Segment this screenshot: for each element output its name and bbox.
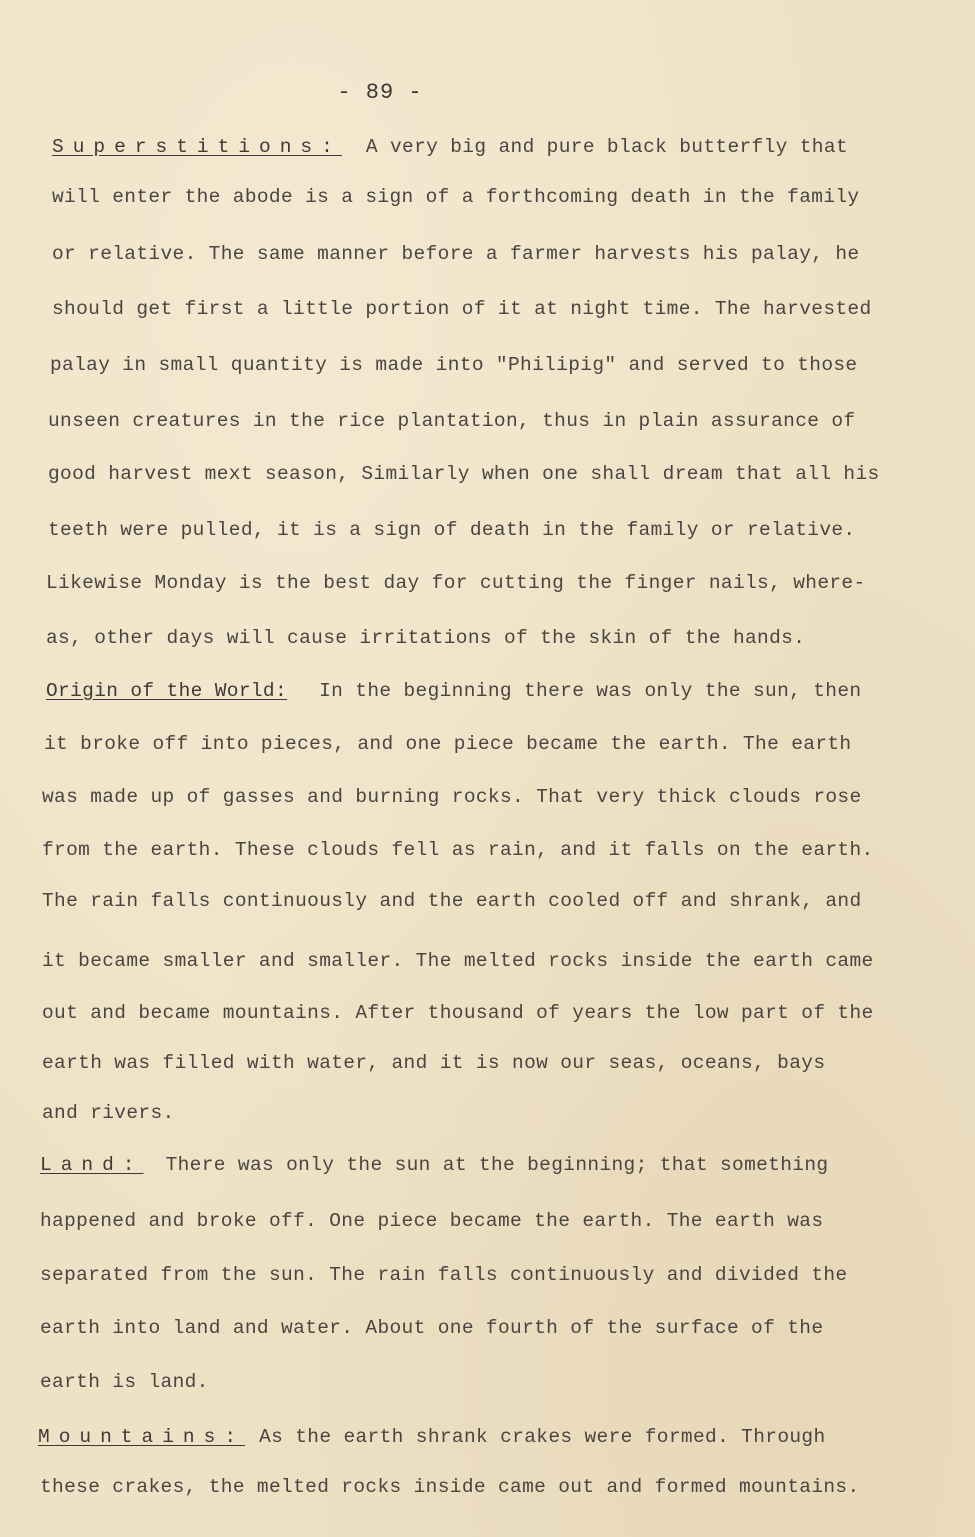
paragraph-line: happened and broke off. One piece became the earth. The earth was xyxy=(40,1210,824,1232)
paragraph-line: and rivers. xyxy=(42,1102,175,1124)
paragraph-line: out and became mountains. After thousand of years the low part of the xyxy=(42,1002,874,1024)
paragraph-line: will enter the abode is a sign of a forthcoming death in the family xyxy=(52,186,860,208)
paragraph-line: it broke off into pieces, and one piece became the earth. The earth xyxy=(44,733,852,755)
paragraph-line: or relative. The same manner before a farmer harvests his palay, he xyxy=(52,243,860,265)
paragraph-line: The rain falls continuously and the earth cooled off and shrank, and xyxy=(42,890,862,912)
paragraph-line: as, other days will cause irritations of the skin of the hands. xyxy=(46,627,806,649)
paragraph-line: Likewise Monday is the best day for cutting the finger nails, where- xyxy=(46,572,866,594)
paragraph-line: should get first a little portion of it at night time. The harvested xyxy=(52,298,872,320)
line-text: As the earth shrank crakes were formed. Through xyxy=(259,1426,826,1448)
paragraph-line: unseen creatures in the rice plantation, thus in plain assurance of xyxy=(48,410,856,432)
paragraph-line: these crakes, the melted rocks inside came out and formed mountains. xyxy=(40,1476,860,1498)
paragraph-line: earth into land and water. About one fourth of the surface of the xyxy=(40,1317,824,1339)
section-heading-superstitions: Superstitions: xyxy=(52,136,342,158)
paragraph-line xyxy=(40,1154,828,1176)
page-number: - 89 - xyxy=(337,80,423,105)
paragraph-line: earth was filled with water, and it is now our seas, oceans, bays xyxy=(42,1052,826,1074)
line-text: There was only the sun at the beginning; that something xyxy=(165,1154,829,1176)
paragraph-line: it became smaller and smaller. The melted rocks inside the earth came xyxy=(42,950,874,972)
line-text: In the beginning there was only the sun, then xyxy=(319,680,862,702)
section-heading-mountains: Mountains: xyxy=(38,1426,246,1448)
paragraph-line xyxy=(46,680,861,702)
paragraph-line: separated from the sun. The rain falls continuously and divided the xyxy=(40,1264,848,1286)
section-heading-origin-of-the-world: Origin of the World: xyxy=(46,680,288,702)
paragraph-line: palay in small quantity is made into "Philipig" and served to those xyxy=(50,354,858,376)
paragraph-line: was made up of gasses and burning rocks. That very thick clouds rose xyxy=(42,786,862,808)
section-heading-land: Land: xyxy=(40,1154,144,1176)
paragraph-line xyxy=(52,136,848,158)
paragraph-line: teeth were pulled, it is a sign of death in the family or relative. xyxy=(48,519,856,541)
paragraph-line xyxy=(38,1426,826,1448)
paragraph-line: good harvest mext season, Similarly when one shall dream that all his xyxy=(48,463,880,485)
paragraph-line: earth is land. xyxy=(40,1371,209,1393)
paragraph-line: from the earth. These clouds fell as rain, and it falls on the earth. xyxy=(42,839,874,861)
line-text: A very big and pure black butterfly that xyxy=(365,136,848,158)
